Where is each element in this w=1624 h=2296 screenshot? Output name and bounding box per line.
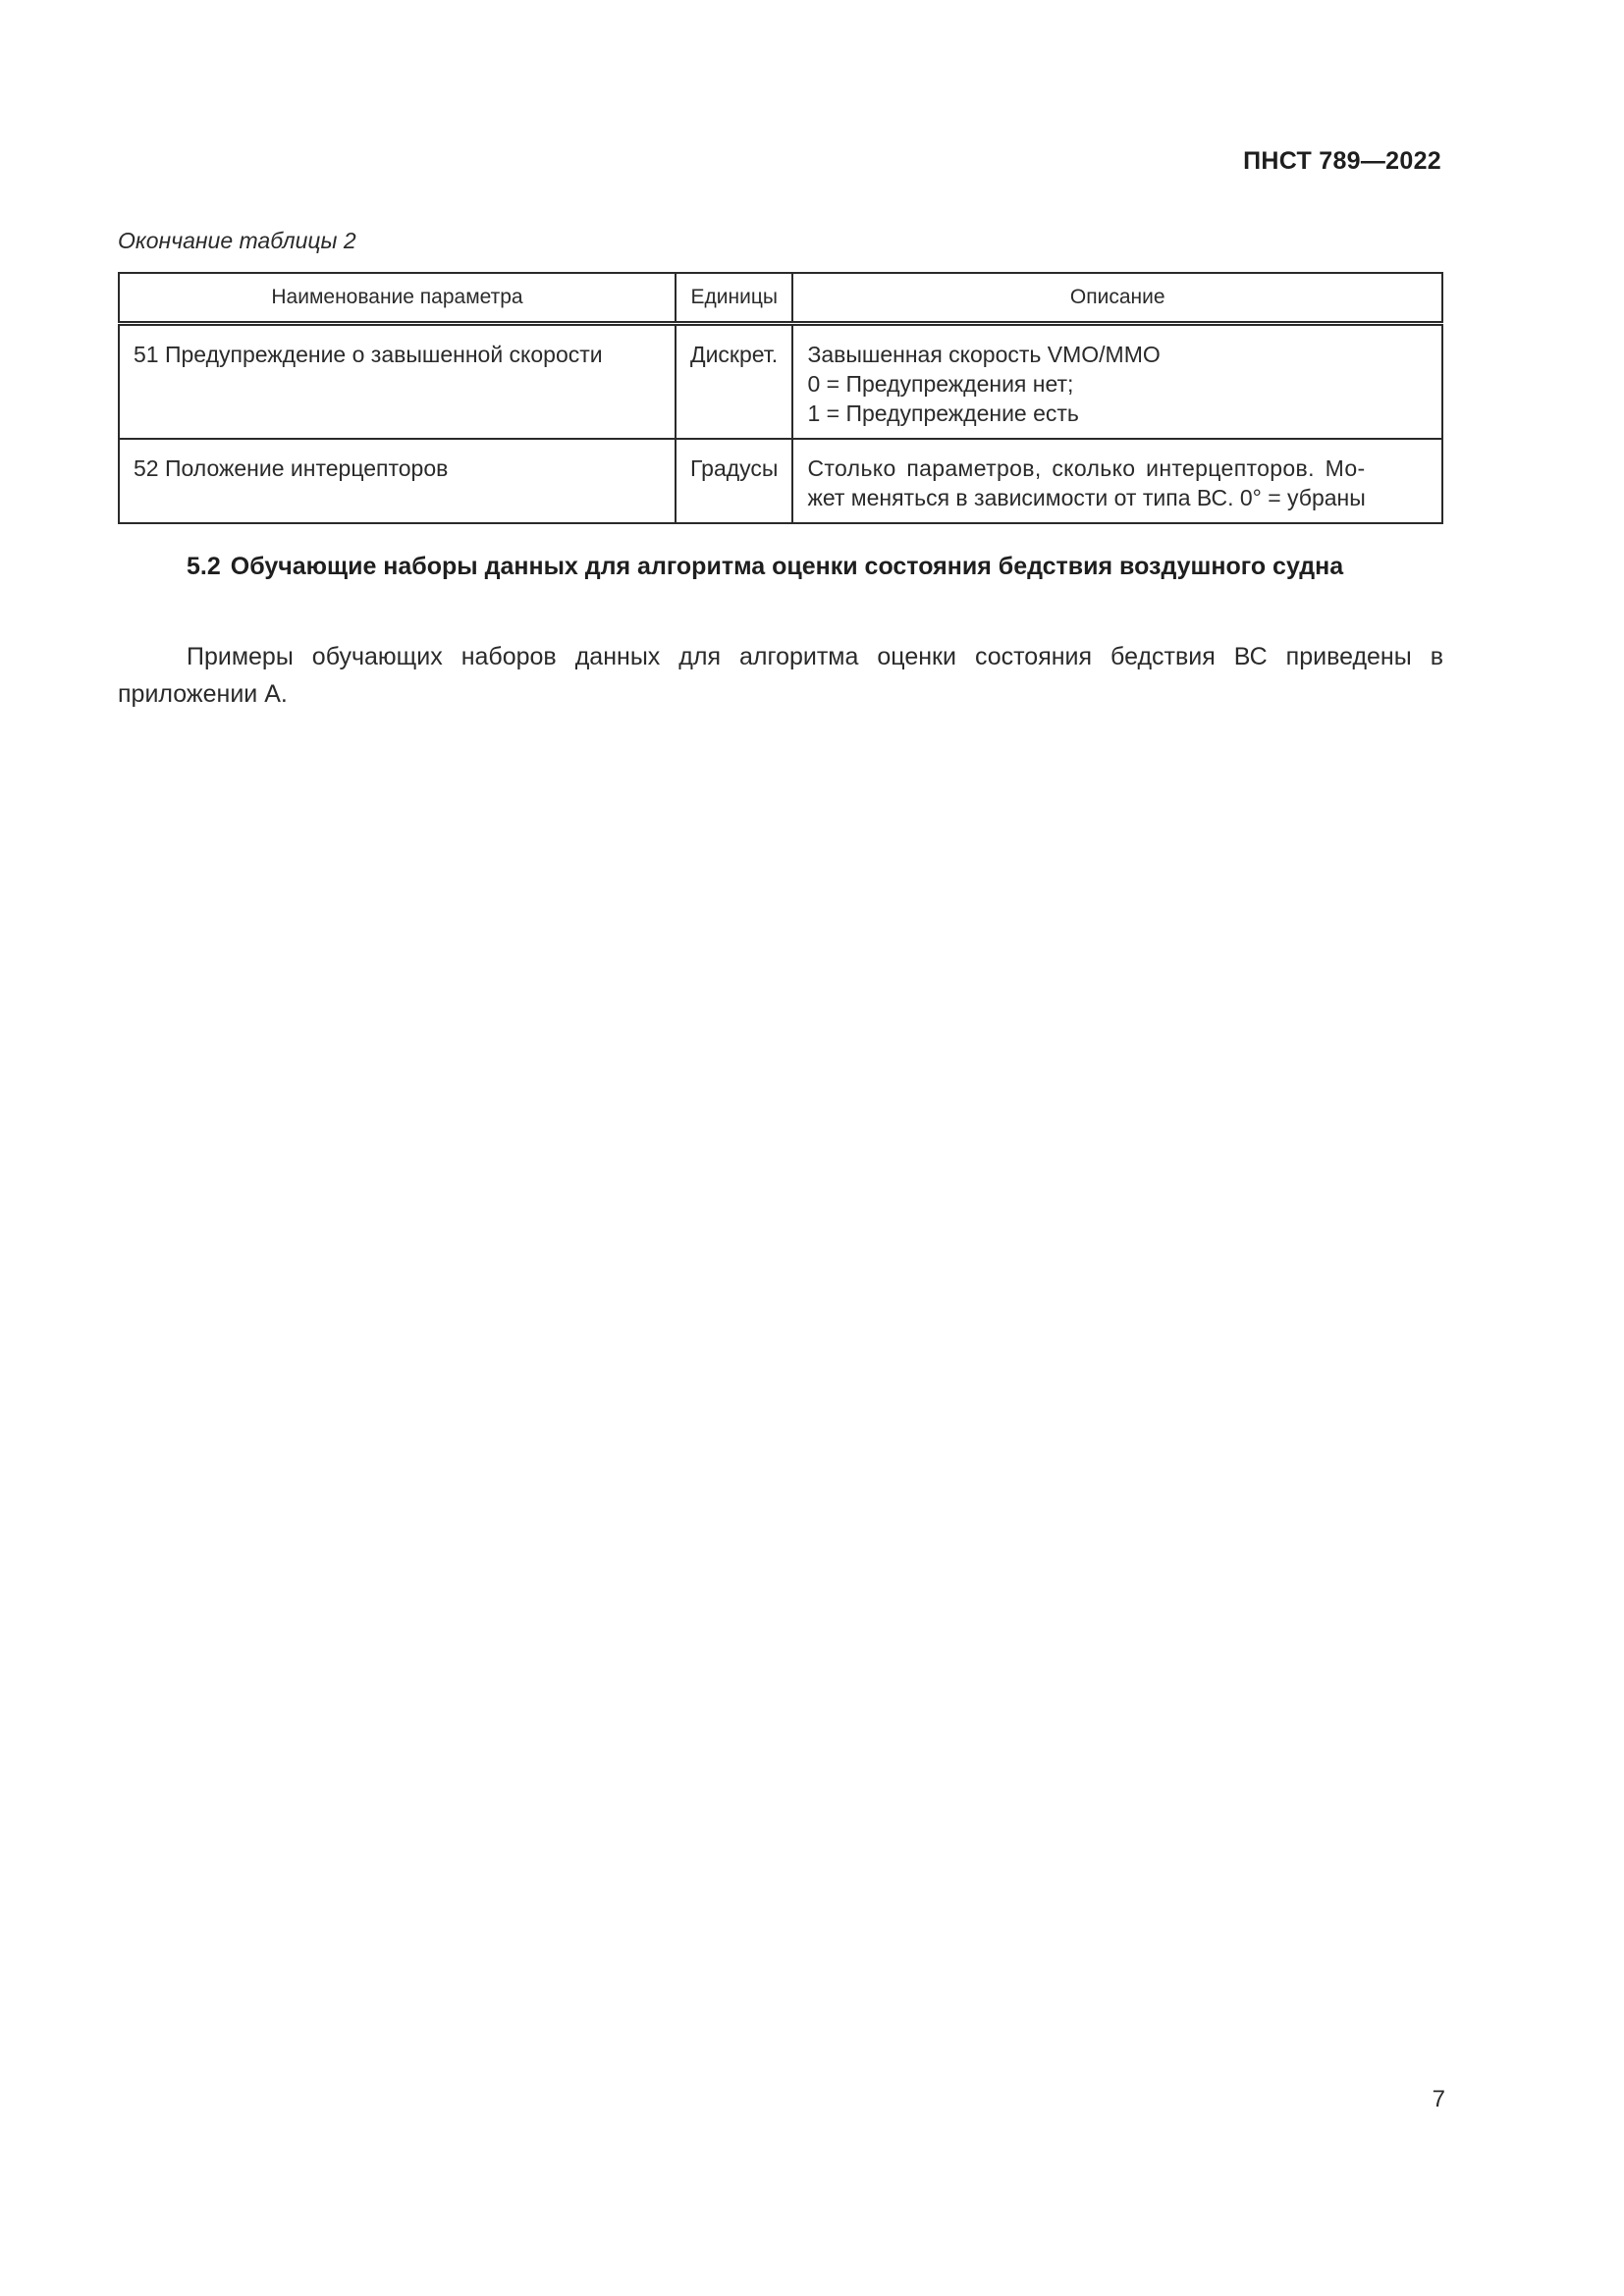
table-caption: Окончание таблицы 2 [118,228,356,253]
table-row [119,439,1442,523]
description-line: 0 = Предупреждения нет; [807,371,1074,397]
unit-cell: Градусы [676,439,792,523]
table-header-row [119,273,1442,324]
column-header-description: Описание [792,273,1442,324]
parameters-table [118,272,1443,524]
table-row [119,324,1442,440]
parameter-name-cell: 51 Предупреждение о завышенной скорости [119,324,676,440]
description-cell [792,439,1442,523]
description-line: Столько параметров, сколько интерцепторов. Мо- [807,455,1366,481]
page-number: 7 [1432,2086,1445,2112]
section-number: 5.2 [187,553,221,580]
description-line: жет меняться в зависимости от типа ВС. 0° = убраны [807,485,1366,510]
document-code: ПНСТ 789—2022 [1243,147,1441,175]
section-paragraph: Примеры обучающих наборов данных для алгоритма оценки состояния бедствия ВС приведены в приложении А. [118,643,1443,708]
description-line: Завышенная скорость VMO/MMO [807,342,1161,367]
section-heading [187,550,1443,583]
column-header-unit: Единицы [676,273,792,324]
description-line: 1 = Предупреждение есть [807,400,1079,426]
parameter-name-cell: 52 Положение интерцепторов [119,439,676,523]
column-header-name: Наименование параметра [119,273,676,324]
description-cell [792,324,1442,440]
section-title: Обучающие наборы данных для алгоритма оценки состояния бедствия воздушного судна [230,553,1344,580]
unit-cell: Дискрет. [676,324,792,440]
